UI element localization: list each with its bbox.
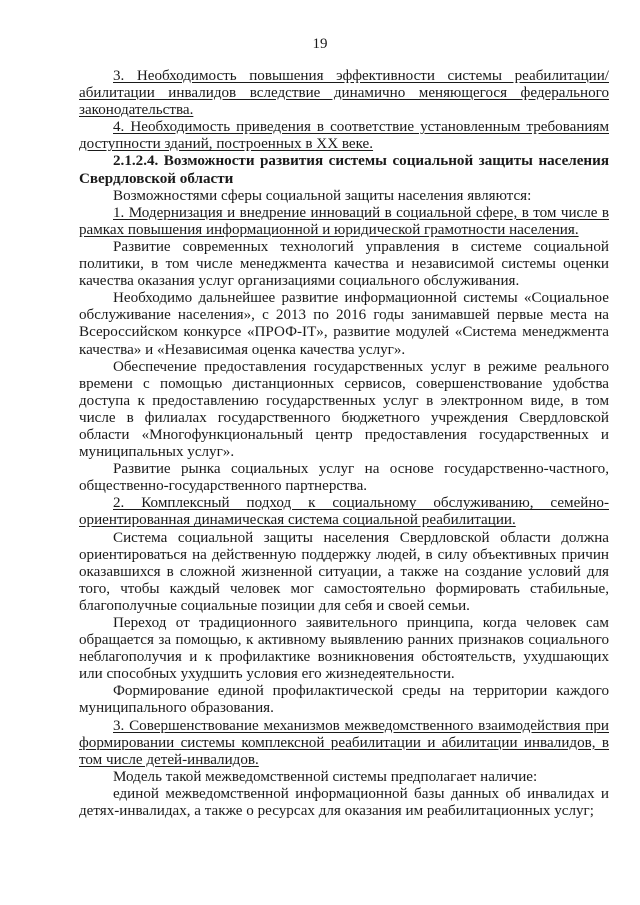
page-number: 19 <box>312 36 328 52</box>
paragraph-social-protection: Система социальной защиты населения Свердловской области должна ориентироваться на действенную поддержку людей, в силу объективных причин оказавшихся в сложной жизненной ситуации, а также на создание условий для того, чтобы каждый человек мог самостоятельно формировать стабильные, благополучные социальные позиции для себя и своей семьи. <box>79 529 609 614</box>
document-body <box>79 68 609 820</box>
paragraph-problem-3: 3. Необходимость повышения эффективности системы реабилитации/абилитации инвалидов вследствие динамично меняющегося федерального законодательства. <box>79 68 609 119</box>
paragraph-model: Модель такой межведомственной системы предполагает наличие: <box>113 768 538 785</box>
section-heading: 2.1.2.4. Возможности развития системы социальной защиты населения Свердловской области <box>79 153 609 187</box>
paragraph-transition: Переход от традиционного заявительного принципа, когда человек сам обращается за помощью, к активному выявлению ранних признаков социального неблагополучия и к профилактике возникновения обстоятельств, ухудшающих или способных ухудшить условия его жизнедеятельности. <box>79 615 609 683</box>
paragraph-management-tech: Развитие современных технологий управления в системе социальной политики, в том числе менеджмента качества и независимой системы оценки качества оказания услуг организациями социального обслуживания. <box>79 238 609 290</box>
paragraph-opportunity-2: 2. Комплексный подход к социальному обслуживанию, семейно-ориентированная динамическая система социальной реабилитации. <box>79 495 609 529</box>
paragraph-problem-4: 4. Необходимость приведения в соответствие установленным требованиям доступности зданий, построенных в XX веке. <box>79 119 609 153</box>
paragraph-gov-services: Обеспечение предоставления государственных услуг в режиме реального времени с помощью дистанционных сервисов, совершенствование удобства доступа к предоставлению государственных услуг в электронном виде, в том числе в филиалах государственного бюджетного учреждения Свердловской области «Многофункциональный центр предоставления государственных и муниципальных услуг». <box>79 358 609 461</box>
paragraph-opportunity-1: 1. Модернизация и внедрение инноваций в социальной сфере, в том числе в рамках повышения информационной и юридической грамотности населения. <box>79 204 609 238</box>
paragraph-intro: Возможностями сферы социальной защиты населения являются: <box>113 187 532 204</box>
paragraph-database: единой межведомственной информационной базы данных об инвалидах и детях-инвалидах, а также о ресурсах для оказания им реабилитационных услуг; <box>79 785 609 820</box>
paragraph-info-system: Необходимо дальнейшее развитие информационной системы «Социальное обслуживание населения», с 2013 по 2016 годы занимавшей первые места на Всероссийском конкурсе «ПРОФ-IT», развитие модулей «Система менеджмента качества» и «Независимая оценка качества услуг». <box>79 290 609 358</box>
paragraph-prevention-env: Формирование единой профилактической среды на территории каждого муниципального образования. <box>79 683 609 717</box>
paragraph-opportunity-3: 3. Совершенствование механизмов межведомственного взаимодействия при формировании системы комплексной реабилитации и абилитации инвалидов, в том числе детей-инвалидов. <box>79 717 609 768</box>
paragraph-market: Развитие рынка социальных услуг на основе государственно-частного, общественно-государственного партнерства. <box>79 461 609 495</box>
